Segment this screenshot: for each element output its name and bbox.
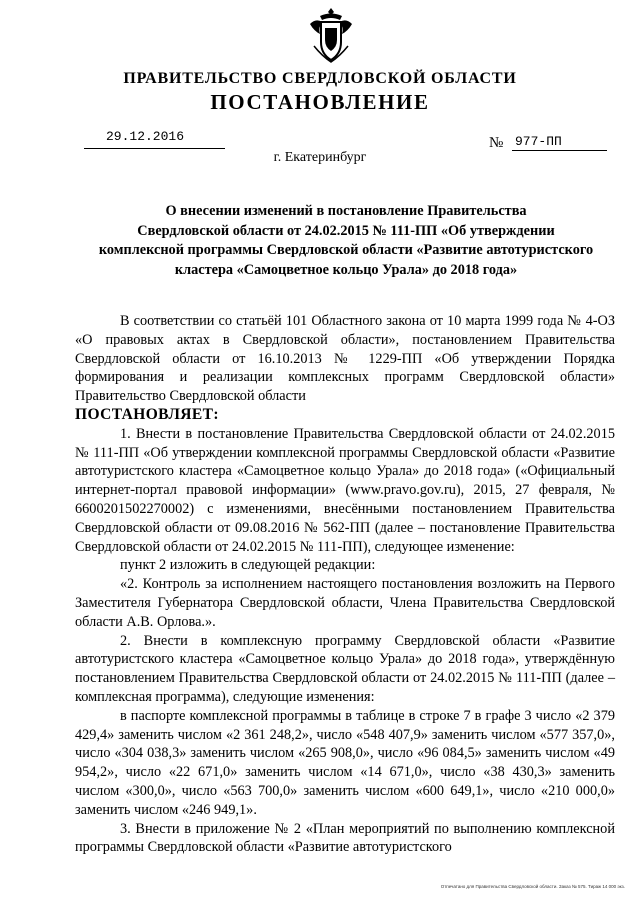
title-line: Свердловской области от 24.02.2015 № 111-ПП «Об утверждении — [137, 222, 555, 239]
title-line: О внесении изменений в постановление Правительства — [165, 203, 527, 219]
number-sign: № — [489, 135, 504, 151]
document-body — [75, 312, 615, 857]
document-date: 29.12.2016 — [105, 129, 184, 144]
document-title — [72, 202, 620, 280]
paragraph-1: 1. Внести в постановление Правительства Свердловской области от 24.02.2015 № 111-ПП «Об утверждении комплексной программы Свердловской области «Развитие автотуристского кластера «Самоцветное кольцо Урала» до 2018 года» («Официальный интернет-портал правовой информации» (www.pravo.gov.ru), 2015, 27 февраля, № 6600201502270002) с изменениями, внесёнными постановлением Правительства Свердловской области от 09.08.2016 № 562-ПП (далее – постановление Правительства Свердловской области от 24.02.2015 № 111-ПП), следующее изменение: — [75, 425, 615, 555]
print-note: Отпечатано для Правительства Свердловской области. Заказ № 575. Тираж 14 000 экз. — [440, 884, 625, 889]
title-line: кластера «Самоцветное кольцо Урала» до 2018 года» — [174, 261, 518, 278]
paragraph-2-sub: в паспорте комплексной программы в таблице в строке 7 в графе 3 число «2 379 429,4» заменить числом «2 361 248,2», число «548 407,9» заменить числом «577 357,0», число «304 038,3» заменить числом «265 908,0», число «96 084,5» заменить числом «49 954,2», число «22 671,0» заменить числом «14 671,0», число «38 430,3» заменить числом «300,0», число «563 700,0» заменить числом «600 649,1», число «210 000,0» заменить числом «246 949,1». — [75, 707, 615, 818]
paragraph-1-quote: «2. Контроль за исполнением настоящего постановления возложить на Первого Заместителя Губернатора Свердловской области, Члена Правительства Свердловской области А.В. Орлова.». — [75, 576, 615, 630]
date-underline — [84, 148, 225, 149]
document-type: ПОСТАНОВЛЕНИЕ — [210, 90, 430, 114]
coat-of-arms-icon — [306, 6, 356, 66]
intro-paragraph: В соответствии со статьёй 101 Областного закона от 10 марта 1999 года № 4-ОЗ «О правовых актах в Свердловской области», постановлением Правительства Свердловской области от 16.10.2013 № 1229-ПП «Об утверждении Порядка формирования и реализации комплексных программ Свердловской области» Правительство Свердловской области — [75, 313, 615, 405]
resolve-heading: ПОСТАНОВЛЯЕТ: — [75, 405, 219, 423]
paragraph-1-sub: пункт 2 изложить в следующей редакции: — [120, 557, 376, 574]
document-number: 977-ПП — [515, 134, 562, 149]
paragraph-3: 3. Внести в приложение № 2 «План мероприятий по выполнению комплексной программы Свердловской области «Развитие автотуристского — [75, 820, 615, 856]
city: г. Екатеринбург — [273, 150, 367, 165]
government-name: ПРАВИТЕЛЬСТВО СВЕРДЛОВСКОЙ ОБЛАСТИ — [123, 70, 517, 87]
paragraph-2: 2. Внести в комплексную программу Свердловской области «Развитие автотуристского кластера «Самоцветное кольцо Урала» до 2018 года», утверждённую постановлением Правительства Свердловской области от 24.02.2015 № 111-ПП (далее – комплексная программа), следующие изменения: — [75, 632, 615, 705]
title-line: комплексной программы Свердловской области «Развитие автотуристского — [98, 242, 594, 258]
